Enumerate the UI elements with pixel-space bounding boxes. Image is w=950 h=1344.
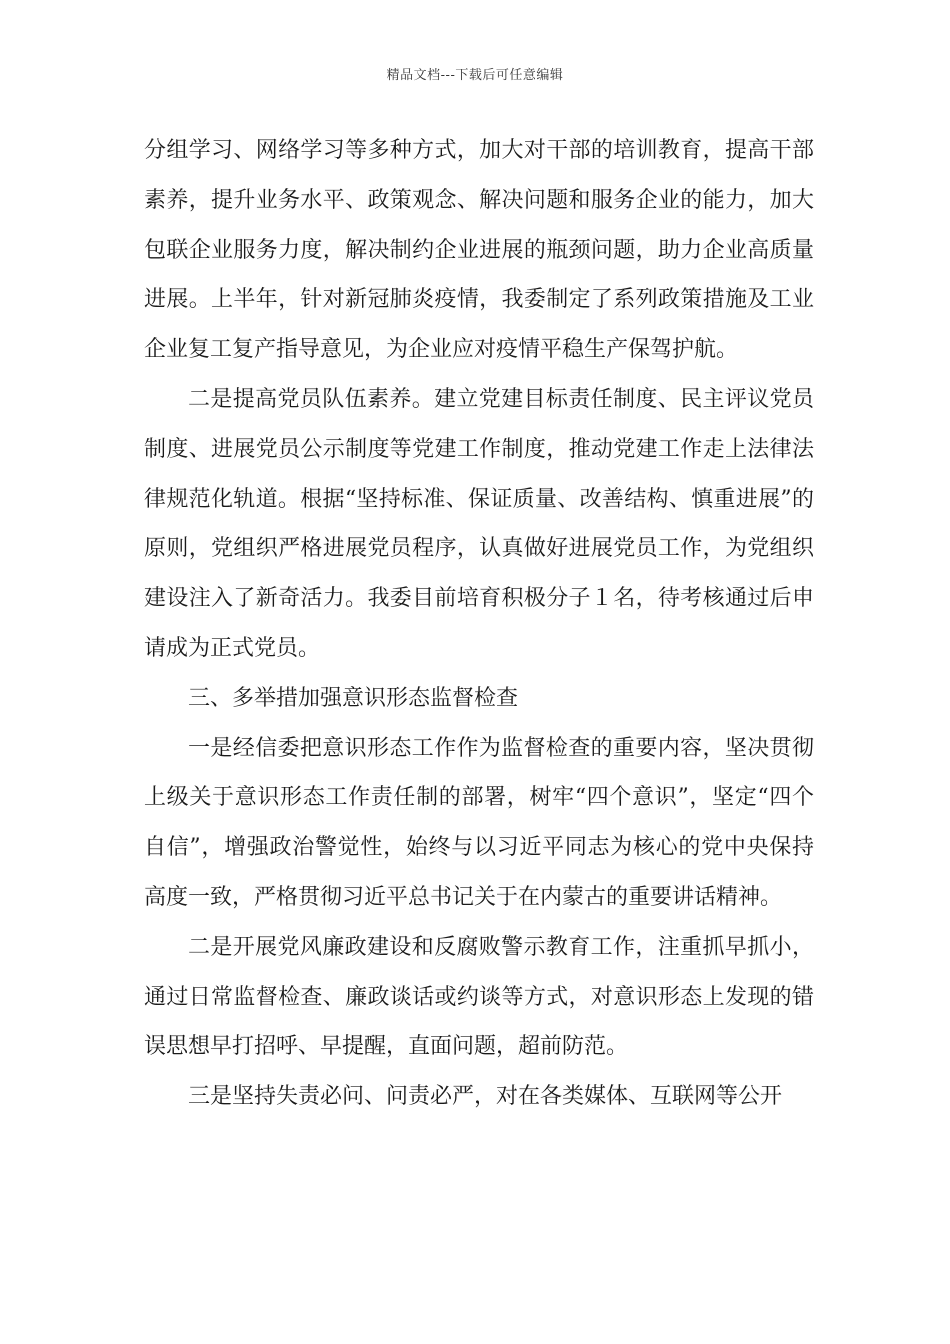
paragraph-point-one: 一是经信委把意识形态工作作为监督检查的重要内容，坚决贯彻上级关于意识形态工作责任制的部署，树牢“四个意识”，坚定“四个自信”，增强政治警觉性，始终与以习近平同志为核心的党中央保持高度一致，严格贯彻习近平总书记关于在内蒙古的重要讲话精神。 [144,735,814,910]
paragraph-point-three: 三是坚持失责必问、问责必严，对在各类媒体、互联网等公开 [188,1084,783,1110]
paragraph-point-two: 二是开展党风廉政建设和反腐败警示教育工作，注重抓早抓小，通过日常监督检查、廉政谈话或约谈等方式，对意识形态上发现的错误思想早打招呼、早提醒，直面问题，超前防范。 [144,934,814,1060]
paragraph-party-member-quality: 二是提高党员队伍素养。建立党建目标责任制度、民主评议党员制度、进展党员公示制度等党建工作制度，推动党建工作走上法律法律规范化轨道。根据“坚持标准、保证质量、改善结构、慎重进展”的原则，党组织严格进展党员程序，认真做好进展党员工作，为党组织建设注入了新奇活力。我委目前培育积极分子１名，待考核通过后申请成为正式党员。 [144,386,814,661]
paragraph-continuation: 分组学习、网络学习等多种方式，加大对干部的培训教育，提高干部素养，提升业务水平、政策观念、解决问题和服务企业的能力，加大包联企业服务力度，解决制约企业进展的瓶颈问题，助力企业高质量进展。上半年，针对新冠肺炎疫情，我委制定了系列政策措施及工业企业复工复产指导意见，为企业应对疫情平稳生产保驾护航。 [144,138,814,363]
document-body [144,126,814,1122]
section-heading-ideology-supervision: 三、多举措加强意识形态监督检查 [188,685,519,711]
page-header: 精品文档---下载后可任意编辑 [386,68,564,83]
